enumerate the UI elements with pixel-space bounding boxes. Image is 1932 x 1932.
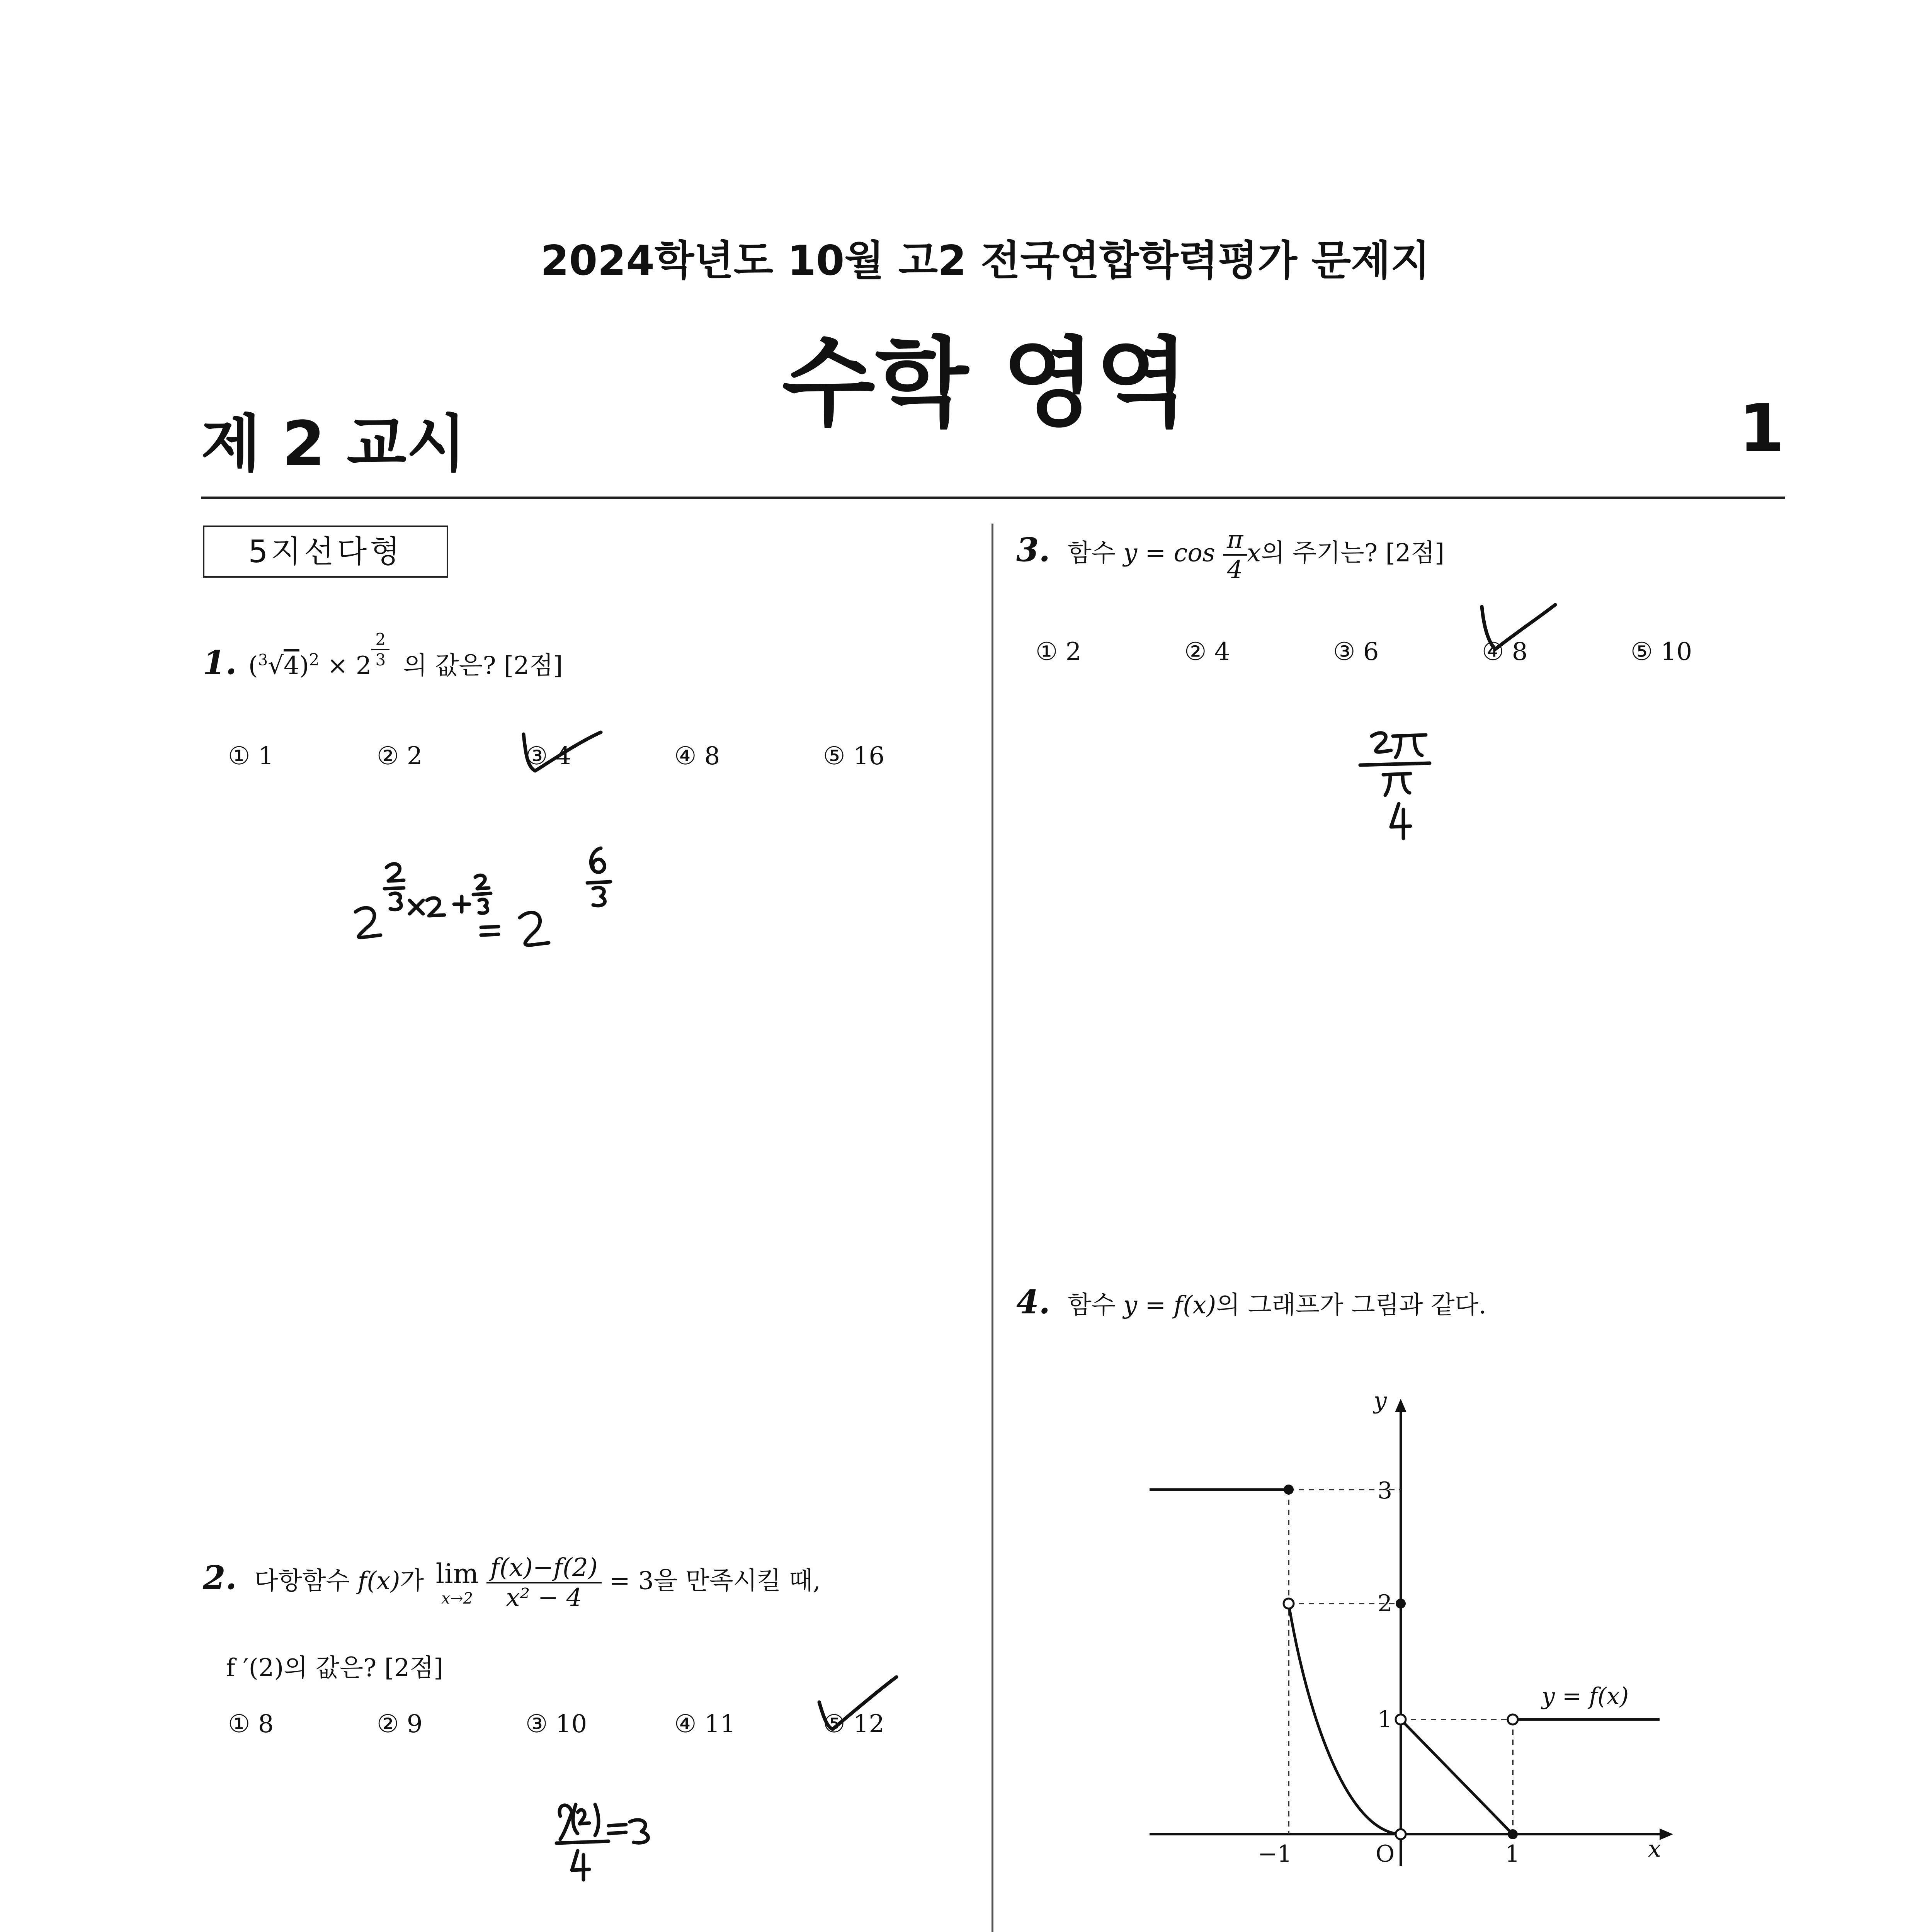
choice-4[interactable]: ④ 11 [674,1710,736,1738]
curve-label: y = f(x) [1542,1683,1629,1710]
x-axis-label: x [1648,1835,1661,1862]
question-2-ga: 가 [400,1566,424,1595]
question-number: 1. [203,643,237,682]
check-mark [819,1677,896,1729]
choice-2[interactable]: ② 4 [1184,638,1230,666]
tick-label-y-3: 3 [1378,1477,1393,1504]
choice-3[interactable]: ③ 4 [526,742,571,770]
choice-5[interactable]: ⑤ 10 [1631,638,1692,666]
tick-label-y-2: 2 [1378,1590,1393,1617]
question-3-expr: y = cos [1123,539,1215,568]
fraction-denominator: x² − 4 [506,1583,582,1612]
question-1-text: 의 값은? [2점] [403,651,563,680]
page-number: 1 [1739,390,1785,467]
origin-label: O [1376,1840,1395,1867]
check-mark [524,732,601,771]
check-mark [1482,605,1555,649]
fraction-numerator: π [1223,526,1247,556]
limit-subscript: x→2 [441,1590,473,1607]
question-3-prefix: 함수 [1068,539,1116,568]
question-4-expr: y = f(x) [1123,1291,1216,1320]
question-type-box: 5지선다형 [203,526,448,578]
scratch-work [355,848,611,945]
period-label: 제 2 교시 [201,408,466,480]
choice-2[interactable]: ② 9 [377,1710,423,1738]
question-3-var: x [1247,539,1261,568]
question-number: 2. [203,1558,237,1597]
scratch-work [1360,733,1430,838]
question-2-fx: f(x) [357,1566,400,1595]
tick-label-x-1: 1 [1505,1840,1520,1867]
fraction-numerator: f(x)−f(2) [486,1553,602,1583]
question-2-condition: = 3을 만족시킬 때, [609,1566,821,1595]
choice-3[interactable]: ③ 10 [526,1710,587,1738]
question-3-suffix: 의 주기는? [2점] [1261,539,1445,568]
question-2-ask: f ′(2)의 값은? [2점] [226,1654,444,1682]
tick-label-y-1: 1 [1378,1706,1393,1733]
tick-label-x-neg1: −1 [1258,1840,1292,1867]
choice-5[interactable]: ⑤ 12 [823,1710,885,1738]
question-1-expression: $(^3√4)^2 \times 2$ $^{\frac{2}{3}}$ [248,651,398,680]
question-4-suffix: 의 그래프가 그림과 같다. [1216,1291,1486,1320]
limit-word: lim [435,1558,479,1590]
fraction-denominator: 4 [1227,556,1243,584]
question-number: 4. [1016,1283,1050,1321]
question-4-prefix: 함수 [1068,1291,1116,1320]
choice-1[interactable]: ① 2 [1036,638,1082,666]
y-axis-label: y [1374,1387,1387,1414]
scratch-work [556,1804,648,1880]
choice-4[interactable]: ④ 8 [674,742,720,770]
question-2-prefix: 다항함수 [254,1566,350,1595]
page-title: 수학 영역 [782,327,1189,439]
choice-3[interactable]: ③ 6 [1333,638,1379,666]
choice-1[interactable]: ① 8 [228,1710,274,1738]
exam-subtitle: 2024학년도 10월 고2 전국연합학력평가 문제지 [540,237,1430,284]
question-number: 3. [1016,531,1050,569]
choice-2[interactable]: ② 2 [377,742,423,770]
choice-5[interactable]: ⑤ 16 [823,742,885,770]
choice-1[interactable]: ① 1 [228,742,274,770]
choice-4[interactable]: ④ 8 [1482,638,1528,666]
